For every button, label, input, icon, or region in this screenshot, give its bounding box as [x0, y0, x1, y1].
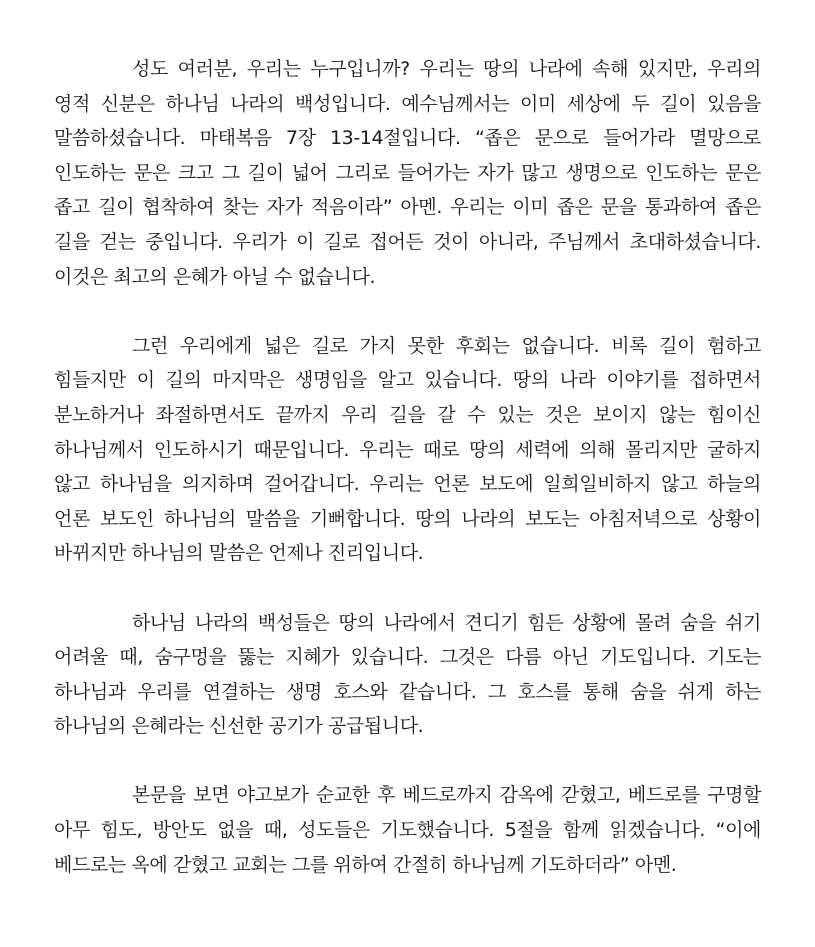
paragraph: 본문을 보면 야고보가 순교한 후 베드로까지 감옥에 갇혔고, 베드로를 구명할 아무 힘도, 방안도 없을 때, 성도들은 기도했습니다. 5절을 함께 읽겠습니다. “이에 베드로는 옥에 갇혔고 교회는 그를 위하여 간절히 하나님께 기도하더라” 아멘. [54, 784, 761, 876]
paragraph: 그런 우리에게 넓은 길로 가지 못한 후회는 없습니다. 비록 길이 험하고 힘들지만 이 길의 마지막은 생명임을 알고 있습니다. 땅의 나라 이야기를 접하면서 분노하거나 좌절하면서도 끝까지 우리 길을 갈 수 있는 것은 보이지 않는 힘이신 하나님께서 인도하시기 때문입니다. 우리는 때로 땅의 세력에 의해 몰리지만 굴하지 않고 하나님을 의지하며 걸어갑니다. 우리는 언론 보도에 일희일비하지 않고 하늘의 언론 보도인 하나님의 말씀을 기뻐합니다. 땅의 나라의 보도는 아침저녁으로 상황이 바뀌지만 하나님의 말씀은 언제나 진리입니다. [54, 334, 761, 565]
paragraph: 성도 여러분, 우리는 누구입니까? 우리는 땅의 나라에 속해 있지만, 우리의 영적 신분은 하나님 나라의 백성입니다. 예수님께서는 이미 세상에 두 길이 있음을 말씀하셨습니다. 마태복음 7장 13-14절입니다. “좁은 문으로 들어가라 멸망으로 인도하는 문은 크고 그 길이 넓어 그리로 들어가는 자가 많고 생명으로 인도하는 문은 좁고 길이 협착하여 찾는 자가 적음이라” 아멘. 우리는 이미 좁은 문을 통과하여 좁은 길을 걷는 중입니다. 우리가 이 길로 접어든 것이 아니라, 주님께서 초대하셨습니다. 이것은 최고의 은혜가 아닐 수 없습니다. [54, 58, 761, 288]
paragraph: 하나님 나라의 백성들은 땅의 나라에서 견디기 힘든 상황에 몰려 숨을 쉬기 어려울 때, 숨구멍을 뚫는 지혜가 있습니다. 그것은 다름 아닌 기도입니다. 기도는 하나님과 우리를 연결하는 생명 호스와 같습니다. 그 호스를 통해 숨을 쉬게 하는 하나님의 은혜라는 신선한 공기가 공급됩니다. [54, 611, 761, 738]
